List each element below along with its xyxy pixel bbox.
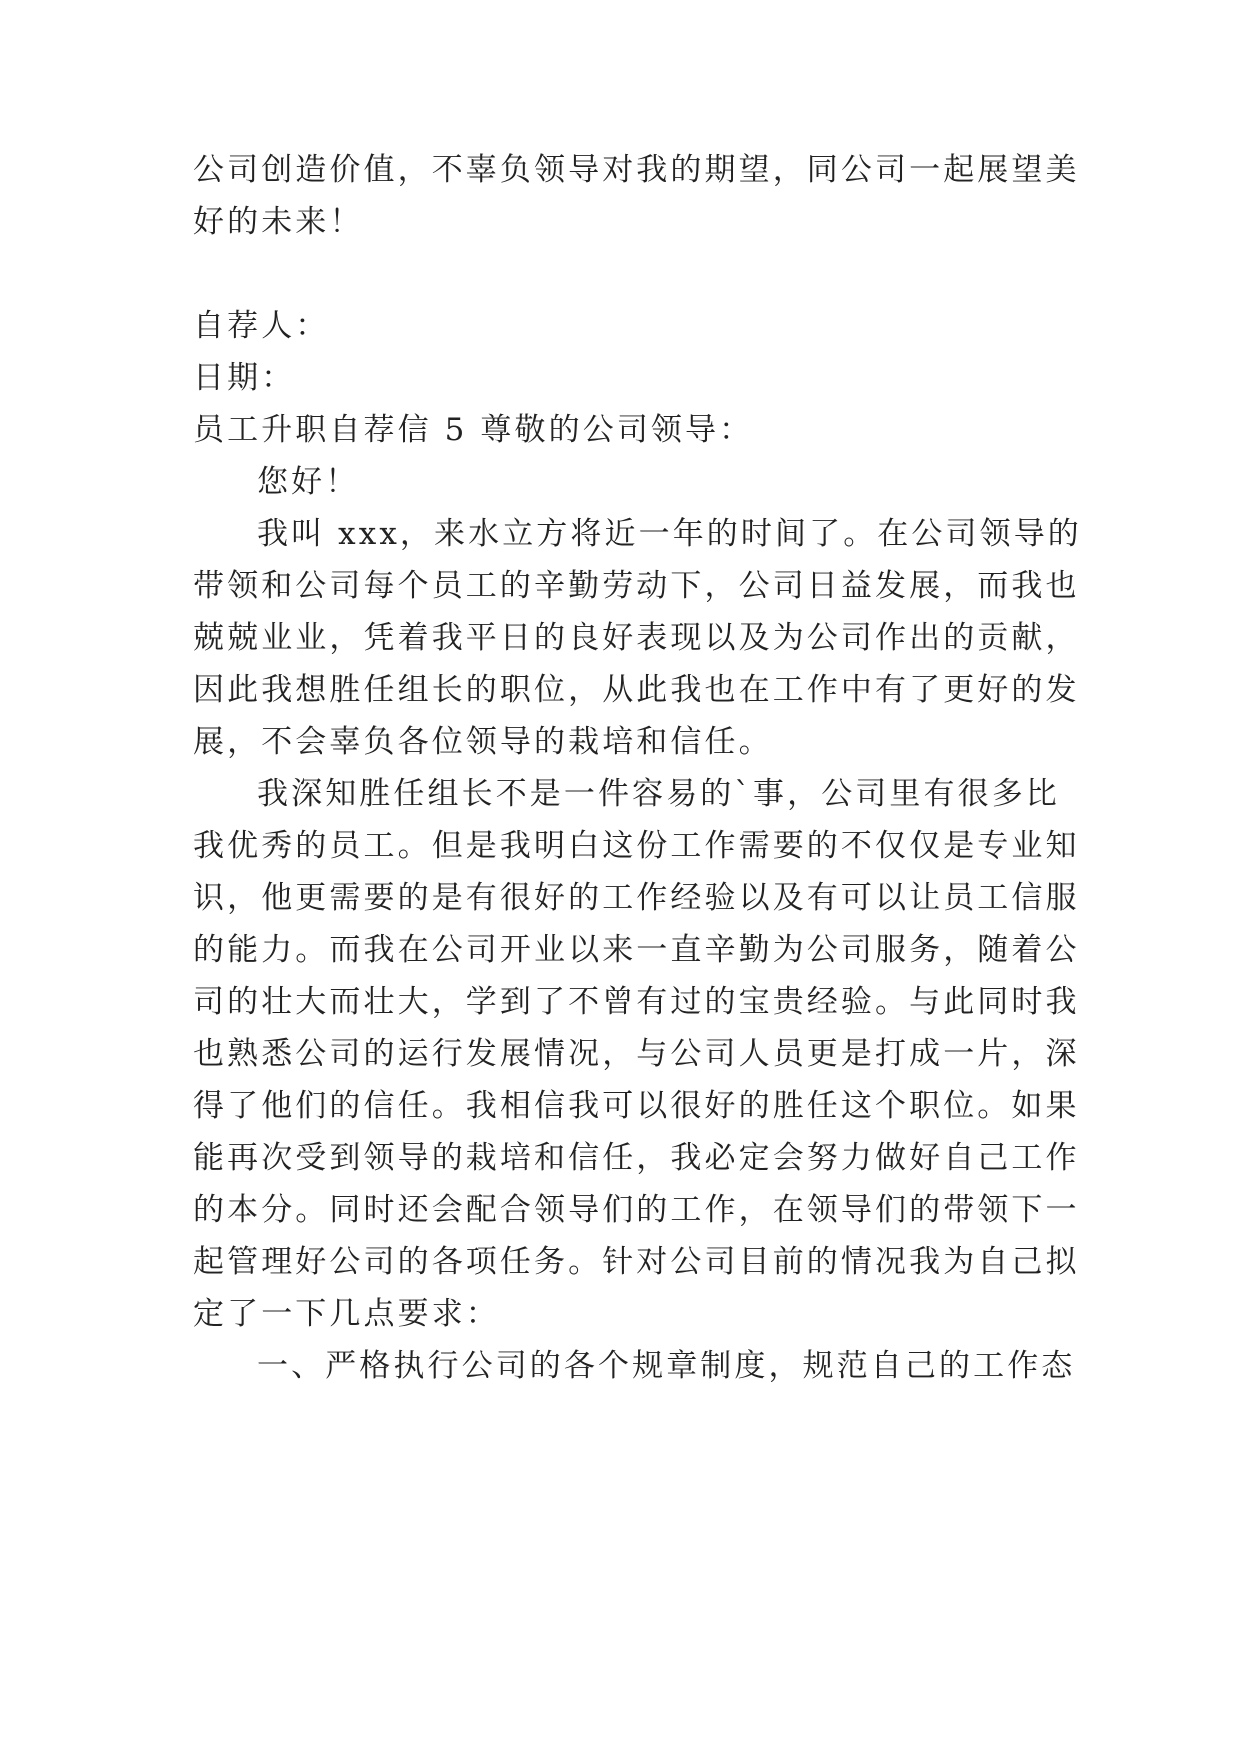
text-line: 因此我想胜任组长的职位，从此我也在工作中有了更好的发 <box>193 672 1080 708</box>
text-line: 兢兢业业，凭着我平日的良好表现以及为公司作出的贡献， <box>193 620 1080 656</box>
text-line: 好的未来！ <box>193 204 364 240</box>
text-line: 我优秀的员工。但是我明白这份工作需要的不仅仅是专业知 <box>193 828 1080 864</box>
text-line: 我深知胜任组长不是一件容易的`事，公司里有很多比 <box>257 776 1060 812</box>
letter-heading: 员工升职自荐信 5 尊敬的公司领导： <box>193 412 754 448</box>
text-line: 起管理好公司的各项任务。针对公司目前的情况我为自己拟 <box>193 1244 1080 1280</box>
text-line: 能再次受到领导的栽培和信任，我必定会努力做好自己工作 <box>193 1140 1080 1176</box>
text-line: 公司创造价值，不辜负领导对我的期望，同公司一起展望美 <box>193 152 1080 188</box>
text-line: 司的壮大而壮大，学到了不曾有过的宝贵经验。与此同时我 <box>193 984 1080 1020</box>
date-label: 日期： <box>193 360 296 396</box>
text-line: 定了一下几点要求： <box>193 1296 500 1332</box>
text-line: 我叫 xxx，来水立方将近一年的时间了。在公司领导的 <box>257 516 1082 552</box>
text-line: 的本分。同时还会配合领导们的工作，在领导们的带领下一 <box>193 1192 1080 1228</box>
text-line: 展，不会辜负各位领导的栽培和信任。 <box>193 724 773 760</box>
text-line: 带领和公司每个员工的辛勤劳动下，公司日益发展，而我也 <box>193 568 1080 604</box>
greeting: 您好！ <box>257 464 360 500</box>
text-line: 一、严格执行公司的各个规章制度，规范自己的工作态 <box>257 1348 1076 1384</box>
text-line: 的能力。而我在公司开业以来一直辛勤为公司服务，随着公 <box>193 932 1080 968</box>
signature-label: 自荐人： <box>193 308 330 344</box>
text-line: 得了他们的信任。我相信我可以很好的胜任这个职位。如果 <box>193 1088 1080 1124</box>
text-line: 识，他更需要的是有很好的工作经验以及有可以让员工信服 <box>193 880 1080 916</box>
text-line: 也熟悉公司的运行发展情况，与公司人员更是打成一片，深 <box>193 1036 1080 1072</box>
